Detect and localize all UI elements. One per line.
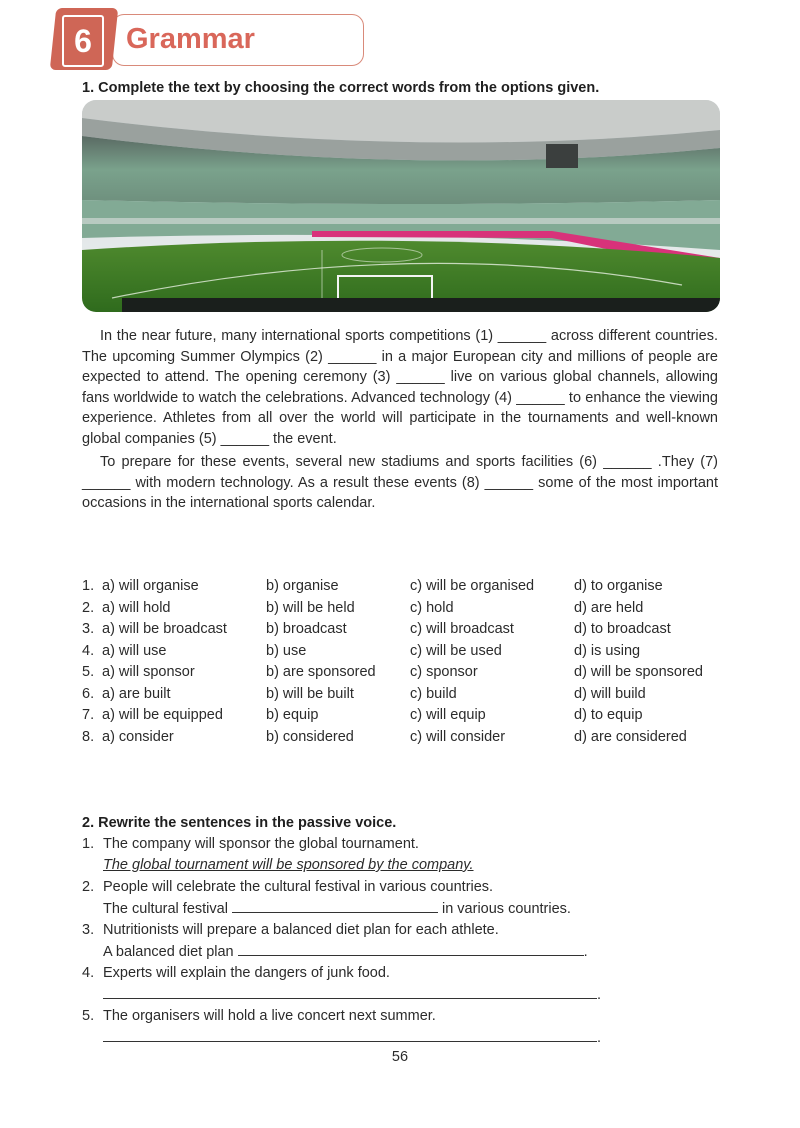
option-c: c) will broadcast (410, 621, 514, 637)
option-d: d) to broadcast (574, 621, 671, 637)
task1-text-paragraph-2 (82, 452, 718, 514)
item-number: 5. (82, 1008, 95, 1024)
option-b: b) equip (266, 707, 319, 723)
option-d: d) are considered (574, 728, 687, 745)
answer-ending: . (583, 944, 588, 960)
option-b: b) organise (266, 578, 339, 594)
item-number: 3. (82, 922, 95, 938)
option-b: b) use (266, 642, 307, 659)
option-d: d) will build (574, 685, 646, 702)
option-c: c) will consider (410, 728, 506, 745)
item-number: 2. (82, 879, 95, 895)
option-c: c) sponsor (410, 664, 478, 680)
option-b: b) will be held (266, 599, 355, 616)
item-number: 4. (82, 965, 95, 981)
item-sentence: Experts will explain the dangers of junk food. (103, 965, 390, 981)
option-b: b) are sponsored (266, 664, 376, 680)
option-d: d) is using (574, 642, 641, 659)
answer-blank[interactable] (103, 986, 597, 999)
option-row (82, 578, 663, 594)
option-d: d) are held (574, 599, 644, 616)
answer-line-3 (103, 943, 588, 960)
answer-blank[interactable] (232, 900, 438, 913)
option-a: a) will be broadcast (102, 621, 227, 637)
option-c: c) will be used (410, 642, 502, 659)
exercise-item-4 (82, 965, 390, 981)
option-number: 4. (82, 642, 95, 659)
option-row (82, 664, 703, 680)
option-b: b) broadcast (266, 621, 347, 637)
answer-ending: in various countries. (441, 901, 571, 917)
item-sentence: People will celebrate the cultural festival in various countries. (103, 879, 494, 895)
answer-ending: . (597, 987, 602, 1003)
option-number: 3. (82, 621, 95, 637)
paragraph-1-text: In the near future, many international sports competitions (1) ______ across different countries. The upcoming Summer Olympics (2) ______ in a major European city and millions of people are expected to attend. The opening ceremony (3) ______ live on various global channels, allowing fans worldwide to watch the celebrations. Advanced technology (4) ______ to enhance the viewing experience. Athletes from all over the world will participate in the tournaments and well-known global companies (5) ______ the event. (82, 328, 718, 447)
task1-text-paragraph-1 (82, 326, 718, 449)
answer-line-4 (103, 986, 601, 1003)
option-row (82, 728, 687, 745)
answer-ending: . (597, 1030, 602, 1046)
option-row (82, 621, 671, 637)
item-sentence: Nutritionists will prepare a balanced diet plan for each athlete. (103, 922, 499, 938)
exercise-item-2 (82, 879, 494, 895)
option-c: c) hold (410, 599, 454, 616)
unit-number: 6 (62, 15, 104, 67)
exercise-item-5 (82, 1008, 436, 1024)
option-b: b) considered (266, 728, 354, 745)
answer-line-5 (103, 1029, 601, 1046)
task1-heading: 1. Complete the text by choosing the correct words from the options given. (82, 80, 600, 96)
option-a: a) are built (102, 685, 171, 702)
option-number: 6. (82, 685, 95, 702)
option-number: 7. (82, 707, 95, 723)
exercise-item-1 (82, 836, 419, 852)
option-number: 1. (82, 578, 95, 594)
answer-prompt: The cultural festival (103, 901, 228, 917)
option-a: a) will organise (102, 578, 199, 594)
option-row (82, 685, 646, 702)
item-sentence: The company will sponsor the global tournament. (103, 836, 419, 852)
model-answer: The global tournament will be sponsored by the company. (103, 857, 474, 873)
option-a: a) will hold (102, 599, 171, 616)
option-d: d) will be sponsored (574, 664, 703, 680)
item-sentence: The organisers will hold a live concert next summer. (103, 1008, 436, 1024)
option-b: b) will be built (266, 685, 354, 702)
option-row (82, 642, 641, 659)
option-row (82, 707, 643, 723)
answer-blank[interactable] (103, 1029, 597, 1042)
option-number: 2. (82, 599, 95, 616)
option-a: a) will use (102, 642, 167, 659)
item-number: 1. (82, 836, 95, 852)
option-a: a) will sponsor (102, 664, 195, 680)
option-d: d) to equip (574, 707, 643, 723)
option-c: c) will equip (410, 707, 486, 723)
answer-line-2 (103, 900, 571, 917)
task2-heading: 2. Rewrite the sentences in the passive voice. (82, 815, 397, 831)
option-number: 8. (82, 728, 95, 745)
page-number: 56 (391, 1049, 409, 1065)
stadium-photo (82, 100, 720, 312)
option-row (82, 599, 644, 616)
option-d: d) to organise (574, 578, 663, 594)
option-a: a) will be equipped (102, 707, 223, 723)
option-a: a) consider (102, 728, 174, 745)
exercise-item-3 (82, 922, 499, 938)
paragraph-2-text: To prepare for these events, several new stadiums and sports facilities (6) ______ .They (7) ______ with modern technology. As a result these events (8) ______ some of the most important occasions in the international sports calendar. (82, 454, 718, 511)
answer-blank[interactable] (238, 943, 584, 956)
option-c: c) will be organised (410, 578, 535, 594)
option-number: 5. (82, 664, 95, 680)
answer-prompt: A balanced diet plan (103, 944, 234, 960)
section-title: Grammar (126, 23, 255, 55)
option-c: c) build (410, 685, 457, 702)
